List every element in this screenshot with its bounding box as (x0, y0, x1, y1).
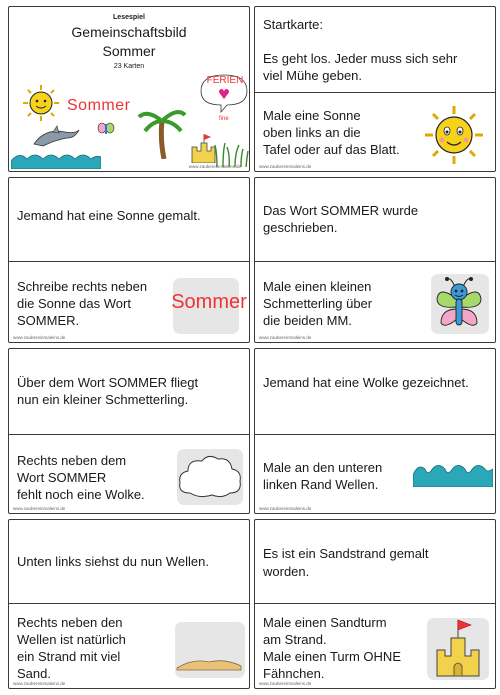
card-heading: Startkarte: (263, 17, 323, 32)
footer-site: www.zaubereinmaleins.de (259, 681, 312, 686)
waves-icon (11, 149, 101, 169)
card-5 (254, 348, 496, 514)
title-line1: Gemeinschaftsbild (71, 24, 187, 40)
footer-site: www.zaubereinmaleins.de (13, 506, 66, 511)
ferien-word: FERIEN (206, 75, 244, 86)
card-divider (255, 261, 495, 262)
card-7 (254, 519, 496, 689)
card-bottom-line: ein Strand mit viel (17, 649, 121, 664)
card-top-line: worden. (263, 564, 310, 579)
card-bottom-line: Male einen kleinen (263, 279, 372, 294)
title-line2: Sommer (102, 43, 156, 59)
card-top-line: Es geht los. Jeder muss sich sehr (263, 51, 458, 66)
card-count: 23 Karten (113, 63, 145, 70)
card-bottom-line: Male eine Sonne (263, 108, 361, 123)
sun-icon (21, 83, 61, 123)
card-bottom-line: Schmetterling über (263, 296, 373, 311)
card-bottom-line: Sand. (17, 666, 51, 681)
card-top-line: Es ist ein Sandstrand gemalt (263, 546, 429, 561)
card-bottom-line: Male einen Sandturm (263, 615, 387, 630)
sandcastle-icon (433, 616, 483, 678)
footer-site: www.zaubereinmaleins.de (188, 164, 241, 169)
card-divider (255, 92, 495, 93)
card-top-line: Unten links siehst du nun Wellen. (17, 554, 209, 569)
card-bottom-line: Wort SOMMER (17, 470, 107, 485)
card-divider (9, 603, 249, 604)
footer-site: www.zaubereinmaleins.de (13, 681, 66, 686)
card-3 (254, 177, 496, 343)
card-bottom-line: Rechts neben dem (17, 453, 127, 468)
palm-tree-icon (137, 103, 187, 159)
card-6 (8, 519, 250, 689)
card-2 (8, 177, 250, 343)
card-4 (8, 348, 250, 514)
sand-icon (175, 656, 243, 672)
cloud-icon (176, 453, 244, 501)
card-bottom-line: oben links an die (263, 125, 361, 140)
card-bottom-line: Male einen Turm OHNE (263, 649, 401, 664)
card-bottom-line: am Strand. (263, 632, 327, 647)
title-sommer-word: Sommer (67, 97, 131, 114)
footer-site: www.zaubereinmaleins.de (259, 335, 312, 340)
card-divider (9, 261, 249, 262)
card-bottom-line: SOMMER. (17, 313, 80, 328)
card-top-line: Jemand hat eine Wolke gezeichnet. (263, 375, 469, 390)
card-divider (255, 434, 495, 435)
card-top-line: Das Wort SOMMER wurde (263, 203, 419, 218)
footer-site: www.zaubereinmaleins.de (259, 506, 312, 511)
title-kicker: Lesespiel (113, 14, 145, 21)
footer-site: www.zaubereinmaleins.de (259, 164, 312, 169)
card-divider (255, 603, 495, 604)
card-top-line: geschrieben. (263, 220, 338, 235)
card-top-line: Über dem Wort SOMMER fliegt (17, 375, 199, 390)
card-bottom-line: Wellen ist natürlich (17, 632, 126, 647)
sommer-word-illustration: Sommer (171, 291, 247, 313)
card-bottom-line: Tafel oder auf das Blatt. (263, 142, 400, 157)
card-bottom-line: die Sonne das Wort (17, 296, 131, 311)
card-bottom-line: Male an den unteren (263, 460, 383, 475)
card-top-line: viel Mühe geben. (263, 68, 363, 83)
card-bottom-line: linken Rand Wellen. (263, 477, 379, 492)
butterfly-icon (433, 275, 485, 333)
title-card (8, 6, 250, 172)
dolphin-icon (31, 124, 81, 150)
sun-icon (423, 104, 485, 166)
card-bottom-line: die beiden MM. (263, 313, 352, 328)
card-bottom-line: Schreibe rechts neben (17, 279, 148, 294)
card-bottom-line: fehlt noch eine Wolke. (17, 487, 145, 502)
card-divider (9, 434, 249, 435)
butterfly-icon (97, 121, 115, 137)
footer-site: www.zaubereinmaleins.de (13, 335, 66, 340)
card-bottom-line: Fähnchen. (263, 666, 325, 681)
card-start (254, 6, 496, 172)
card-top-line: Jemand hat eine Sonne gemalt. (17, 208, 201, 223)
card-top-line: nun ein kleiner Schmetterling. (17, 392, 189, 407)
waves-icon (413, 457, 493, 487)
fine-word: fine (219, 116, 229, 122)
card-bottom-line: Rechts neben den (17, 615, 123, 630)
